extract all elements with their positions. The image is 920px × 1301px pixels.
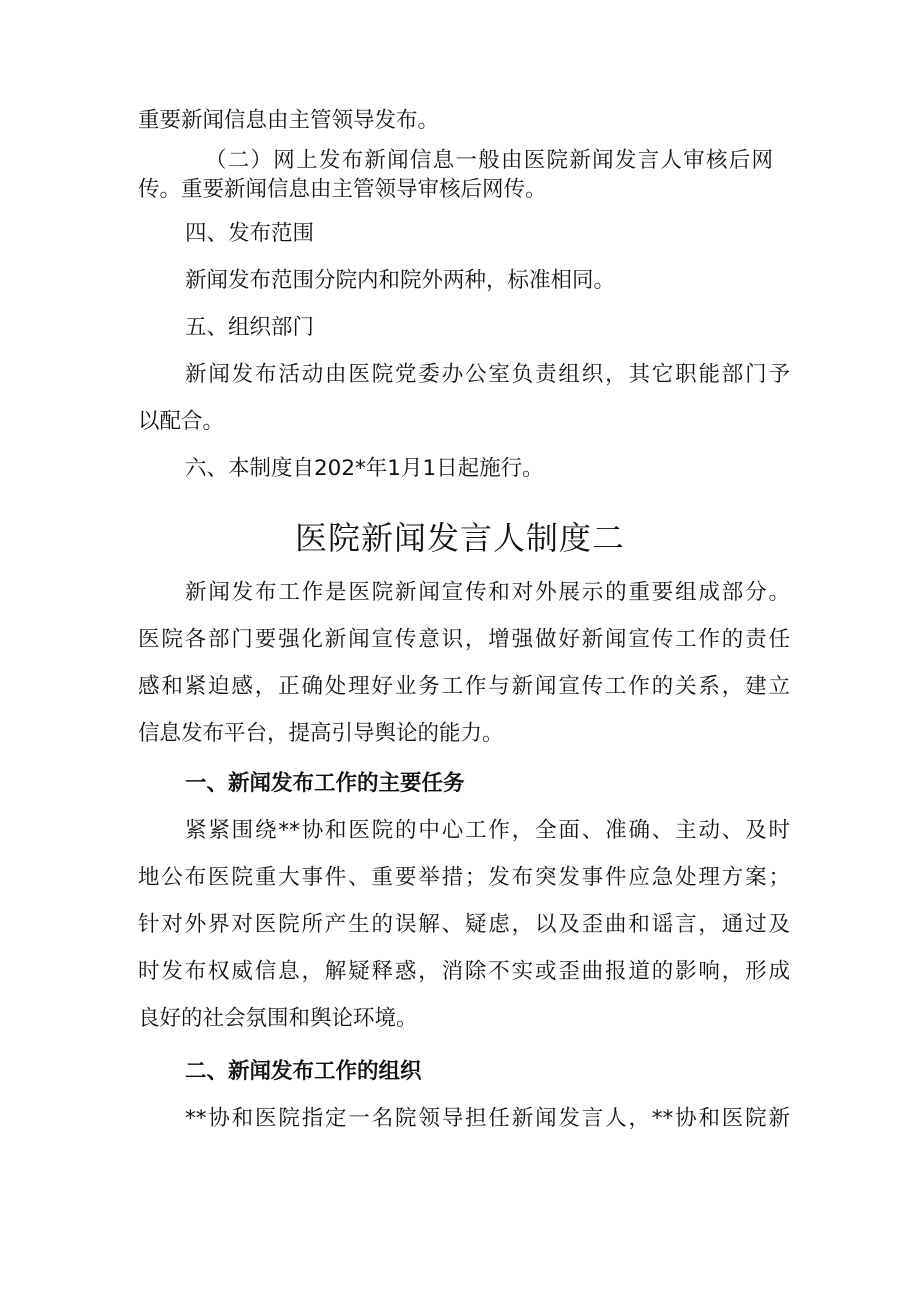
section-heading: 五、组织部门 [185, 315, 315, 340]
paragraph-line: 新闻发布活动由医院党委办公室负责组织，其它职能部门予 [185, 362, 790, 387]
paragraph-line: 六、本制度自202*年1月1日起施行。 [185, 456, 544, 481]
paragraph-line: 针对外界对医院所产生的误解、疑虑，以及歪曲和谣言，通过及 [138, 912, 790, 937]
paragraph-line: 以配合。 [138, 409, 225, 434]
paragraph-line: 新闻发布工作是医院新闻宣传和对外展示的重要组成部分。 [185, 580, 790, 605]
paragraph-line: 新闻发布范围分院内和院外两种，标准相同。 [185, 268, 616, 293]
paragraph-line: **协和医院指定一名院领导担任新闻发言人，**协和医院新 [185, 1106, 790, 1131]
paragraph-line: 紧紧围绕**协和医院的中心工作，全面、准确、主动、及时 [185, 818, 790, 843]
paragraph-line: （二）网上发布新闻信息一般由医院新闻发言人审核后网 [205, 148, 773, 173]
paragraph-line: 重要新闻信息由主管领导发布。 [138, 108, 440, 133]
paragraph-line: 地公布医院重大事件、重要举措；发布突发事件应急处理方案； [138, 865, 790, 890]
paragraph-line: 传。重要新闻信息由主管领导审核后网传。 [138, 177, 547, 202]
paragraph-line: 医院各部门要强化新闻宣传意识，增强做好新闻宣传工作的责任 [138, 627, 790, 652]
section-heading: 二、新闻发布工作的组织 [185, 1059, 422, 1084]
document-title: 医院新闻发言人制度二 [294, 519, 625, 557]
paragraph-line: 时发布权威信息，解疑释惑，消除不实或歪曲报道的影响，形成 [138, 959, 790, 984]
paragraph-line: 感和紧迫感，正确处理好业务工作与新闻宣传工作的关系，建立 [138, 674, 790, 699]
section-heading: 一、新闻发布工作的主要任务 [185, 771, 465, 796]
paragraph-line: 良好的社会氛围和舆论环境。 [138, 1006, 418, 1031]
paragraph-line: 信息发布平台，提高引导舆论的能力。 [138, 721, 504, 746]
section-heading: 四、发布范围 [185, 221, 315, 246]
